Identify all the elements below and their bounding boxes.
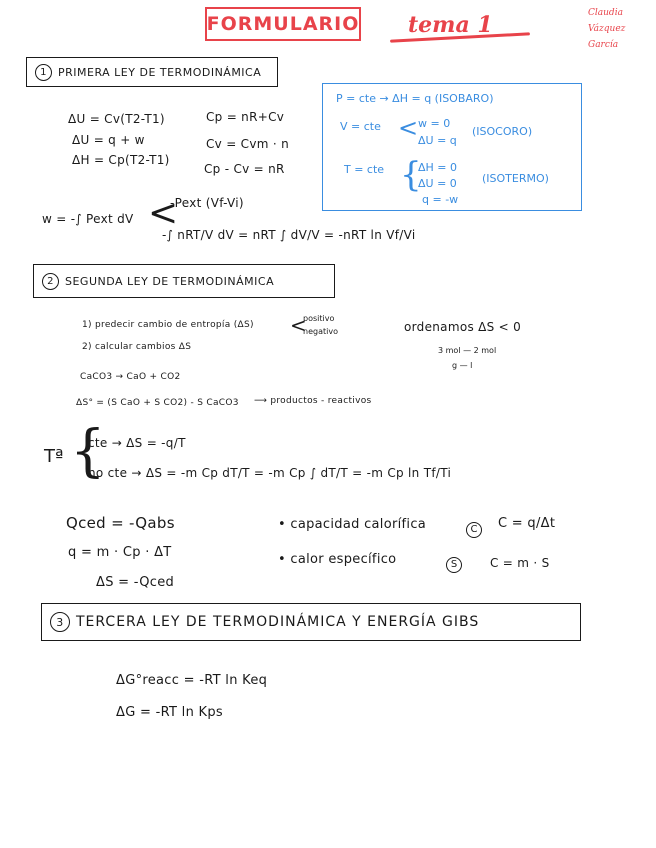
author-surname-2: García bbox=[588, 40, 619, 50]
capacidad-eq: C = q/Δt bbox=[498, 516, 556, 531]
formula-dh-cp: ΔH = Cp(T2-T1) bbox=[72, 153, 170, 167]
mol-ratio-bottom: g — l bbox=[452, 361, 473, 370]
gibbs-kps-eq: ΔG = -RT ln Kps bbox=[116, 705, 224, 720]
capacidad-calorifica: • capacidad calorífica bbox=[278, 517, 427, 532]
ordenamos-note: ordenamos ΔS < 0 bbox=[404, 320, 522, 334]
capacidad-symbol: C bbox=[466, 517, 482, 538]
formula-du-cv: ΔU = Cv(T2-T1) bbox=[68, 112, 165, 126]
isotermo-label: (ISOTERMO) bbox=[482, 172, 549, 185]
calor-especifico: • calor específico bbox=[278, 552, 397, 567]
work-eq-top: -Pext (Vf-Vi) bbox=[170, 196, 244, 210]
formula-cv-cvm: Cv = Cvm · n bbox=[206, 137, 289, 151]
work-eq-bottom: -∫ nRT/V dV = nRT ∫ dV/V = -nRT ln Vf/Vi bbox=[162, 228, 416, 242]
section2-number: 2 bbox=[42, 273, 59, 290]
temp-cte-eq: cte → ΔS = -q/T bbox=[88, 436, 186, 450]
isotermo-dh: ΔH = 0 bbox=[418, 161, 458, 174]
section2-title: SEGUNDA LEY DE TERMODINÁMICA bbox=[65, 274, 275, 288]
ds-qced-eq: ΔS = -Qced bbox=[96, 575, 175, 590]
productos-reactivos: ⟶ productos - reactivos bbox=[254, 396, 372, 406]
section3-number: 3 bbox=[50, 612, 70, 632]
isocoro-label: (ISOCORO) bbox=[472, 125, 533, 138]
isocoro-condition: V = cte bbox=[340, 120, 381, 133]
entropy-item-1: 1) predecir cambio de entropía (ΔS) bbox=[82, 320, 254, 330]
qced-eq: Qced = -Qabs bbox=[66, 514, 175, 532]
mol-ratio-top: 3 mol — 2 mol bbox=[438, 346, 497, 355]
isotermo-condition: T = cte bbox=[344, 163, 385, 176]
formula-du-qw: ΔU = q + w bbox=[72, 133, 145, 147]
entropy-positivo: positivo bbox=[303, 314, 335, 323]
entropy-equation: ΔS° = (S CaO + S CO2) - S CaCO3 bbox=[76, 398, 239, 408]
isocoro-du: ΔU = q bbox=[418, 134, 457, 147]
q-heat-eq: q = m · Cp · ΔT bbox=[68, 545, 172, 560]
temperature-label: Tª bbox=[44, 446, 64, 467]
section2-header bbox=[33, 264, 335, 298]
entropy-item-2: 2) calcular cambios ΔS bbox=[82, 342, 192, 352]
temp-nocte-eq: no cte → ΔS = -m Cp dT/T = -m Cp ∫ dT/T = -m Cp ln Tf/Ti bbox=[88, 466, 452, 480]
isobaro-line: P = cte → ΔH = q (ISOBARO) bbox=[336, 92, 494, 105]
calor-symbol: S bbox=[446, 552, 462, 573]
work-branch-brace: < bbox=[148, 193, 179, 234]
section1-number: 1 bbox=[35, 64, 52, 81]
author-first-name: Claudia bbox=[588, 8, 623, 18]
formula-cp-minus-cv: Cp - Cv = nR bbox=[204, 162, 285, 176]
entropy-sign-brace: < bbox=[290, 313, 307, 337]
section1-header bbox=[26, 57, 278, 87]
isotermo-brace: { bbox=[400, 155, 422, 195]
isotermo-q: q = -w bbox=[422, 193, 459, 206]
formula-cp-nr: Cp = nR+Cv bbox=[206, 110, 285, 124]
section3-title: TERCERA LEY DE TERMODINÁMICA Y ENERGÍA GIBS bbox=[76, 614, 480, 630]
entropy-negativo: negativo bbox=[303, 327, 338, 336]
page-title: FORMULARIO bbox=[205, 7, 361, 41]
temperature-brace: { bbox=[70, 419, 106, 484]
work-eq-lhs: w = -∫ Pext dV bbox=[42, 212, 134, 226]
page-subtitle: tema 1 bbox=[408, 12, 493, 38]
reaction-example: CaCO3 → CaO + CO2 bbox=[80, 372, 181, 382]
calor-eq: C = m · S bbox=[490, 556, 550, 570]
isotermo-du: ΔU = 0 bbox=[418, 177, 457, 190]
gibbs-keq-eq: ΔG°reacc = -RT ln Keq bbox=[116, 673, 268, 688]
isocoro-brace: < bbox=[398, 114, 419, 142]
section3-header bbox=[41, 603, 581, 641]
isocoro-w: w = 0 bbox=[418, 117, 451, 130]
author-surname-1: Vázquez bbox=[588, 24, 626, 34]
section1-title: PRIMERA LEY DE TERMODINÁMICA bbox=[58, 65, 262, 79]
